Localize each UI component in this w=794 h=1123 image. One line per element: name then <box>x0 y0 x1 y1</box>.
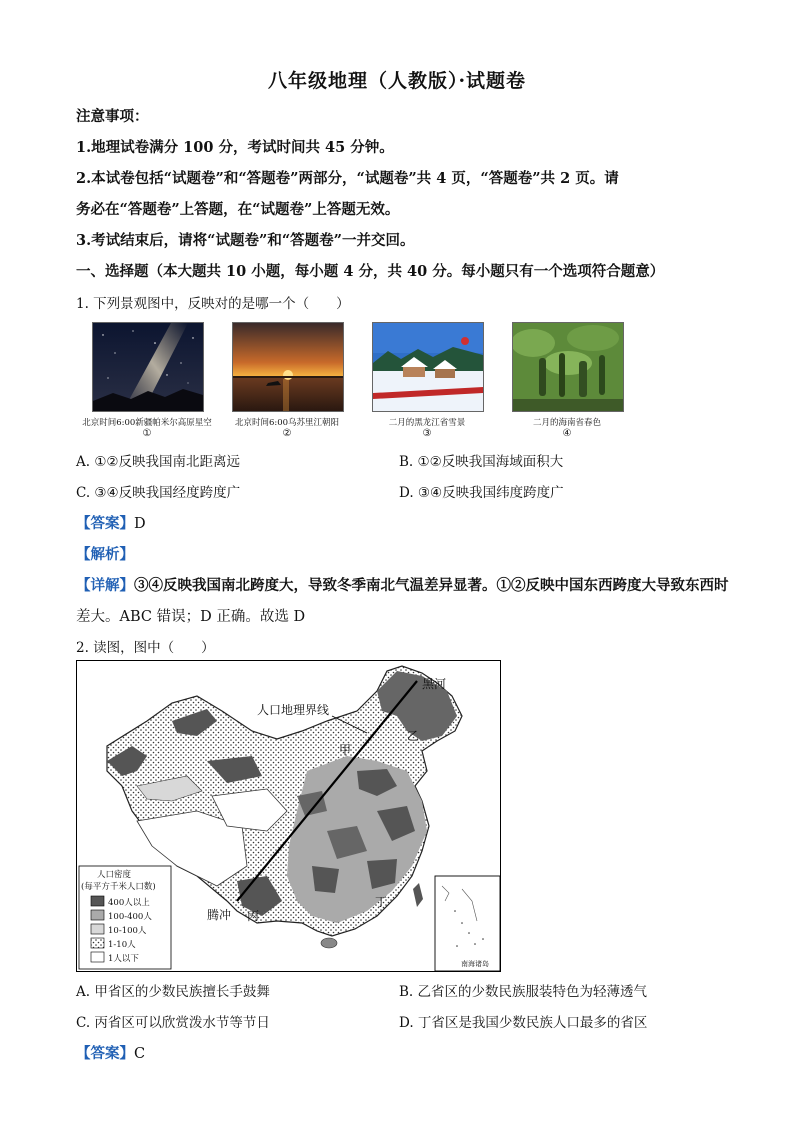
q2-option-d[interactable]: D. 丁省区是我国少数民族人口最多的省区 <box>399 1015 648 1031</box>
sunrise-river-photo <box>232 322 344 412</box>
section-heading: 一、选择题（本大题共 10 小题，每小题 4 分，共 40 分。每小题只有一个选项符合题意） <box>76 263 665 280</box>
notice-item-3: 3.考试结束后，请将“试题卷”和“答题卷”一并交回。 <box>76 232 415 249</box>
q2-option-c[interactable]: C. 丙省区可以欣赏泼水节等节日 <box>76 1015 270 1031</box>
legend-item-3: 10-100人 <box>108 926 147 936</box>
photo-number-2: ② <box>282 428 292 439</box>
label-yi: 乙 <box>407 729 420 743</box>
q1-option-c[interactable]: C. ③④反映我国经度跨度广 <box>76 485 241 501</box>
legend-item-5: 1人以下 <box>108 954 139 964</box>
photo-caption-4: 二月的海南省春色 <box>532 418 601 428</box>
q1-detail-line1: 【详解】③④反映我国南北跨度大，导致冬季南北气温差异显著。①②反映中国东西跨度大导致东西时 <box>76 577 729 594</box>
population-line-label: 人口地理界线 <box>257 703 330 717</box>
photo-caption-1: 北京时间6:00新疆帕米尔高原星空 <box>82 418 212 428</box>
q1-option-a[interactable]: A. ①②反映我国南北距离远 <box>76 454 241 470</box>
notice-item-2: 2.本试卷包括“试题卷”和“答题卷”两部分，“试题卷”共 4 页，“答题卷”共 2 页。请 <box>76 170 619 187</box>
legend-item-1: 400人以上 <box>108 898 150 908</box>
legend-item-2: 100-400人 <box>108 912 152 922</box>
population-density-map <box>76 660 501 972</box>
legend-subtitle: (每平方千米人口数) <box>81 882 156 892</box>
label-bing: 丙 <box>247 909 260 923</box>
q2-option-a[interactable]: A. 甲省区的少数民族擅长手鼓舞 <box>76 984 270 1000</box>
q2-stem: 2. 读图，图中（ ） <box>76 640 215 656</box>
notice-heading: 注意事项： <box>76 108 149 125</box>
q1-option-b[interactable]: B. ①②反映我国海域面积大 <box>399 454 564 470</box>
label-tengchong: 腾冲 <box>207 908 232 922</box>
starry-sky-photo <box>92 322 204 412</box>
label-ding: 丁 <box>375 895 388 909</box>
photo-number-1: ① <box>142 428 152 439</box>
q1-stem: 1. 下列景观图中，反映对的是哪一个（ ） <box>76 296 350 312</box>
q1-analysis-heading: 【解析】 <box>76 546 134 563</box>
photo-caption-3: 二月的黑龙江省雪景 <box>388 418 466 428</box>
photo-number-4: ④ <box>562 428 572 439</box>
q2-option-b[interactable]: B. 乙省区的少数民族服装特色为轻薄透气 <box>399 984 648 1000</box>
page-title: 八年级地理（人教版）·试题卷 <box>267 70 527 92</box>
q1-detail-line2: 差大。ABC 错误；D 正确。故选 D <box>76 609 306 625</box>
notice-item-2-cont: 务必在“答题卷”上答题，在“试题卷”上答题无效。 <box>76 201 400 218</box>
legend-item-4: 1-10人 <box>108 940 136 950</box>
label-jia: 甲 <box>339 743 352 757</box>
q2-answer: 【答案】C <box>76 1045 146 1062</box>
label-heihe: 黑河 <box>422 677 447 691</box>
legend-title: 人口密度 <box>97 870 132 880</box>
inset-label: 南海诸岛 <box>461 960 489 968</box>
q1-option-d[interactable]: D. ③④反映我国纬度跨度广 <box>399 485 564 501</box>
q1-answer: 【答案】D <box>76 515 146 532</box>
photo-caption-2: 北京时间6:00乌苏里江朝阳 <box>234 418 340 428</box>
snow-scene-photo <box>372 322 484 412</box>
green-vegetables-photo <box>512 322 624 412</box>
photo-number-3: ③ <box>422 428 432 439</box>
notice-item-1: 1.地理试卷满分 100 分，考试时间共 45 分钟。 <box>76 139 394 156</box>
